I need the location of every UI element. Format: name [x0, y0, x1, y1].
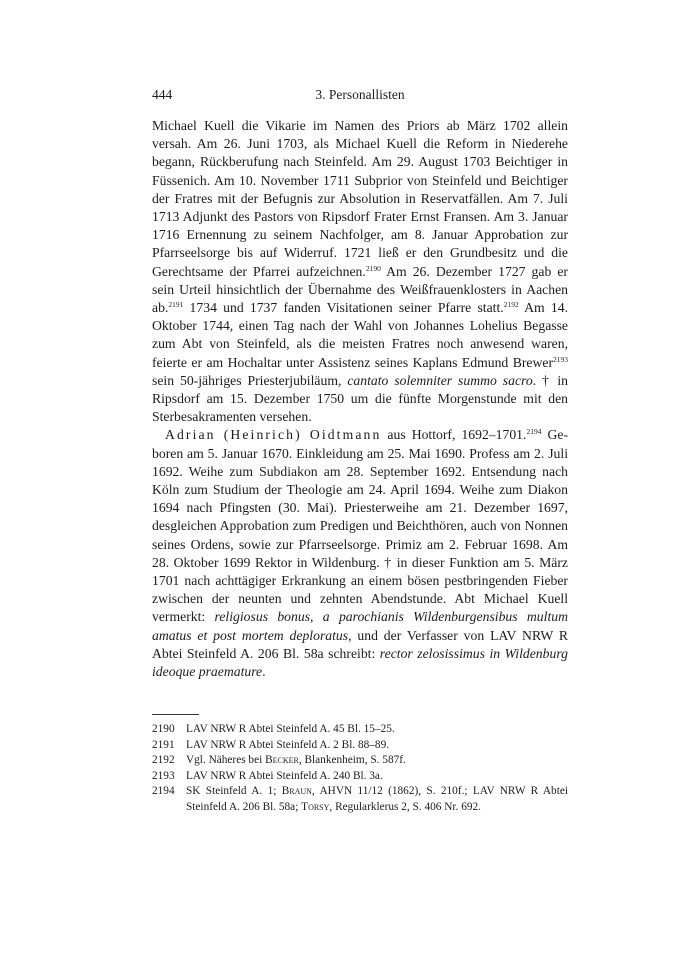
footnote-2193 — [152, 769, 568, 785]
latin-quote: rector zelosissimus in Wildenburg ideoque praemature — [152, 645, 568, 680]
footnote-number: 2194 — [152, 785, 175, 798]
footnote-text: LAV NRW R Abtei Steinfeld A. 2 Bl. 88–89. — [186, 738, 390, 751]
footnote-ref-2194: 2194 — [526, 427, 542, 437]
text-run: Am 26. Dezember 1727 gab er sein Urteil hinsichtlich der Übernahme des Weißfrauenklosters in Aachen ab. — [152, 263, 568, 316]
footnote-2192 — [152, 753, 568, 769]
text-run: Vgl. Näheres bei — [186, 754, 266, 767]
person-name: Adrian (Heinrich) Oidtmann — [165, 427, 382, 443]
footnote-ref-2190: 2190 — [365, 263, 381, 273]
author-name: Braun — [281, 785, 312, 798]
page-number: 444 — [152, 87, 173, 102]
running-header — [152, 87, 568, 105]
footnote-text — [186, 753, 568, 769]
author-name: Becker — [265, 754, 299, 767]
footnote-ref-2191: 2191 — [168, 300, 184, 310]
footnote-2190 — [152, 722, 568, 738]
text-run: aus Hottorf, 1692–1701. — [381, 427, 527, 443]
footnote-number: 2192 — [152, 754, 175, 767]
footnote-text: LAV NRW R Abtei Steinfeld A. 45 Bl. 15–25. — [186, 723, 395, 735]
author-name: Torsy — [301, 800, 330, 813]
text-run: . † in Ripsdorf am 15. Dezember 1750 um die fünfte Morgenstunde mit den Sterbesakramenten versehen. — [152, 372, 568, 425]
footnote-2194 — [152, 784, 568, 815]
text-run: , Blankenheim, S. 587f. — [298, 754, 406, 767]
text-run: Am 14. Oktober 1744, einen Tag nach der Wahl von Johannes Lohelius Begasse zum Abt von Steinfeld, als die meisten Fratres noch anwesend waren, feierte er am Hochaltar unter Assistenz seines Kaplans Edmund Brewer — [152, 300, 568, 370]
text-run: , Regularklerus 2, S. 406 Nr. 692. — [329, 800, 481, 813]
footnote-ref-2192: 2192 — [503, 300, 519, 310]
latin-quote: religiosus bonus, a parochianis Wildenburgensibus multum amatus et post mortem deploratus — [152, 609, 568, 643]
main-text — [152, 117, 568, 681]
footnote-2191 — [152, 738, 568, 754]
text-run: sein 50-jähriges Priesterjubiläum, — [152, 372, 348, 388]
footnote-text: LAV NRW R Abtei Steinfeld A. 240 Bl. 3a. — [186, 769, 383, 782]
text-run: . — [262, 664, 266, 680]
footnote-number: 2191 — [152, 738, 175, 751]
text-run: Michael Kuell die Vikarie im Namen des Priors ab März 1702 allein versah. Am 26. Juni 1703, als Michael Kuell die Reform in Niederehe begann, Rückberufung nach Steinfeld. Am 29. August 1703 Beichtiger in Füssenich. Am 10. November 1711 Subprior von Steinfeld und Beichtiger der Fratres mit der Befugnis zur Absolution in Reservatfällen. Am 7. Juli 1713 Adjunkt des Pastors von Ripsdorf Frater Ernst Fransen. Am 3. Januar 1716 Ernennung zu seinem Nachfolger, am 8. Januar Approbation zur Pfarrseelsorge bis auf Widerruf. 1721 ließ er den Grundbesitz und die Gerechtsame der Pfarrei aufzeichnen. — [152, 118, 568, 279]
text-run: SK Steinfeld A. 1; — [186, 785, 282, 798]
paragraph-oidtmann — [152, 426, 568, 681]
footnote-text — [186, 784, 568, 815]
latin-quote: cantato solemniter summo sacro — [347, 372, 533, 388]
paragraph-kuell — [152, 117, 568, 426]
text-run: Geboren am 5. Januar 1670. Einkleidung am 25. Mai 1690. Profess am 2. Juli 1692. Weihe zum Subdiakon am 28. September 1692. Entsendung nach Köln zum Studium der Theologie am 24. April 1694. Weihe zum Diakon 1694 nach Pfingsten (30. Mai). Priesterweihe am 21. Dezember 1697, desgleichen Approbation zum Predigen und Beichthören, auch von Nonnen seines Ordens, sowie zur Pfarrseelsorge. Primiz am 2. Februar 1698. Am 28. Oktober 1699 Rektor in Wildenburg. † in dieser Funktion am 5. März 1701 nach achttägiger Erkrankung an einem bösen pestbringenden Fieber zwischen der neunten und zehnten Abendstunde. Abt Michael Kuell vermerkt: — [152, 427, 568, 625]
footnote-separator — [152, 714, 199, 715]
text-run: 1734 und 1737 fanden Visitationen seiner Pfarre statt. — [183, 300, 504, 316]
text-run: , AHVN 11/12 (1862), S. 210f.; LAV NRW R Abtei Steinfeld A. 206 Bl. 58a; — [186, 785, 568, 813]
footnotes — [152, 722, 568, 816]
footnote-number: 2190 — [152, 723, 175, 735]
footnote-ref-2193: 2193 — [553, 354, 568, 364]
text-run: , und der Verfasser von LAV NRW R Abtei Steinfeld A. 206 Bl. 58a schreibt: — [152, 627, 568, 661]
footnote-number: 2193 — [152, 769, 175, 782]
running-title: 3. Personallisten — [315, 87, 405, 102]
